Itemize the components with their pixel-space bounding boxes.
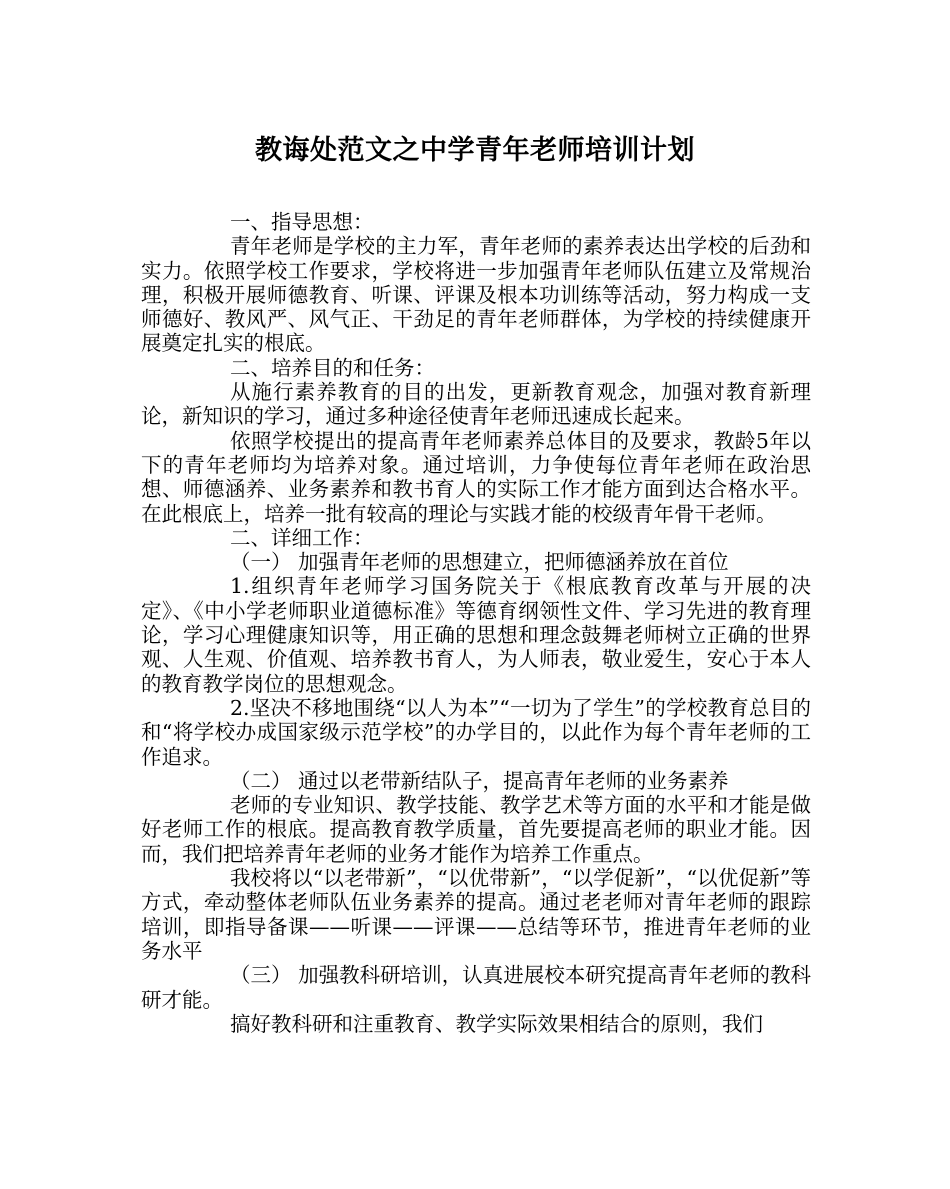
heading-guiding-thought: 一、指导思想： [230,210,374,234]
paragraph-item-1: 1.组织青年老师学习国务院关于《根底教育改革与开展的决定》、《中小学老师职业道德标准》等德育纲领性文件、学习先进的教育理论，学习心理健康知识等，用正确的思想和理念鼓舞老师树立正确的世界观、人生观、价值观、培养教书育人，为人师表，敬业爱生，安心于本人的教育教学岗位的思想观念。 [141,574,811,696]
heading-detailed-work: 二、详细工作： [230,525,374,550]
paragraph-item-2: 2.坚决不移地围绕“以人为本”“一切为了学生”的学校教育总目的和“将学校办成国家级示范学校”的办学目的，以此作为每个青年老师的工作追求。 [141,695,811,769]
subheading-2: （二） 通过以老带新结队子，提高青年老师的业务素养 [230,768,729,793]
subheading-1: （一） 加强青年老师的思想建立，把师德涵养放在首位 [230,550,729,575]
document-body [141,210,811,1036]
document-title: 教诲处范文之中学青年老师培训计划 [255,135,695,166]
paragraph-goals-1: 从施行素养教育的目的出发，更新教育观念，加强对教育新理论，新知识的学习，通过多种途径使青年老师迅速成长起来。 [141,380,811,429]
heading-goals: 二、培养目的和任务： [230,355,435,380]
paragraph-skills: 老师的专业知识、教学技能、教学艺术等方面的水平和才能是做好老师工作的根底。提高教育教学质量，首先要提高老师的职业才能。因而，我们把培养青年老师的业务才能作为培养工作重点。 [141,793,811,866]
paragraph-goals-2: 依照学校提出的提高青年老师素养总体目的及要求，教龄5年以下的青年老师均为培养对象。通过培训，力争使每位青年老师在政治思想、师德涵养、业务素养和教书育人的实际工作才能方面到达合格水平。在此根底上，培养一批有较高的理论与实践才能的校级青年骨干老师。 [141,428,811,526]
subheading-3: （三） 加强教科研培训，认真进展校本研究提高青年老师的教科研才能。 [141,963,811,1012]
paragraph-mentoring: 我校将以“以老带新”，“以优带新”，“以学促新”，“以优促新”等方式，牵动整体老师队伍业务素养的提高。通过老老师对青年老师的跟踪培训，即指导备课——听课——评课——总结等环节，推进青年老师的业务水平 [141,866,811,963]
paragraph-research: 搞好教科研和注重教育、教学实际效果相结合的原则，我们 [230,1011,763,1036]
paragraph-intro: 青年老师是学校的主力军，青年老师的素养表达出学校的后劲和实力。依照学校工作要求，学校将进一步加强青年老师队伍建立及常规治理，积极开展师德教育、听课、评课及根本功训练等活动，努力构成一支师德好、教风严、风气正、干劲足的青年老师群体，为学校的持续健康开展奠定扎实的根底。 [141,234,811,356]
